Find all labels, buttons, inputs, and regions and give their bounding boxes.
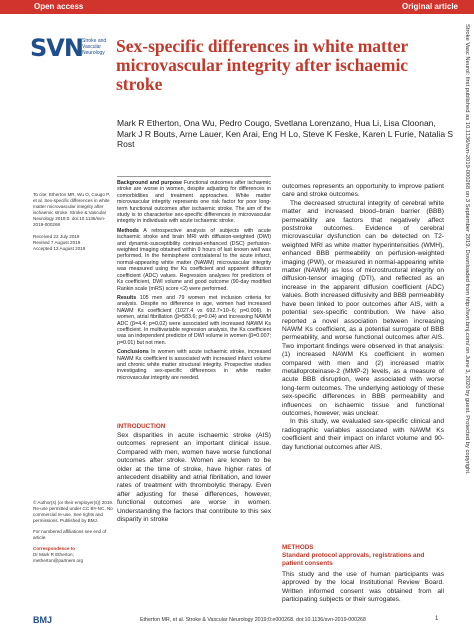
methods-text: This study and the use of human participants was approved by the local Institutional Review Board. Written informed consent was obtained from all participating subjects or their surrogates.: [282, 571, 444, 604]
side-column: [33, 192, 115, 258]
top-banner: [0, 0, 474, 14]
citation-note: To cite: Etherton MR, Wu O, Cougo P, et al. Sex-specific differences in white matter microvascular integrity after ischaemic stroke. Stroke & Vascular Neurology 2019;0. doi:10.1136/svn-2019-000268: [33, 192, 110, 227]
publisher-logo: BMJ: [33, 615, 53, 625]
abstract-methods-heading: Methods: [117, 227, 139, 234]
methods-subheading: Standard protocol approvals, registrations and patient consents: [282, 552, 425, 567]
abstract-results: 105 men and 79 women met inclusion criteria for analysis. Despite no difference in age, women had increased NAWM Ks coefficient (1027.4 vs 692.7×10−6; p=0.006). In women, atrial fibrillation (β=583.6; p=0.04) and increasing NAWM ADC (β=4.4; p=0.02) were associated with increased NAWM Ks coefficient. In multivariable regression analysis, the Ks coefficient was an independent predictor of DWI volume in women (β=0.007; p=0.01) but not men.: [117, 294, 271, 346]
download-notice: Stroke Vasc Neurol: first published as 10.1136/svn-2019-000268 on 3 September 2019. Downloaded from http://svn.bmj.com/ on June 3, 2020 by guest. Protected by copyright.: [464, 24, 470, 475]
page-number: 1: [435, 616, 439, 622]
journal-logo-mark: SVN: [30, 34, 83, 62]
received-dates: Received 22 July 2019 Revised 7 August 2019 Accepted 12 August 2019: [33, 234, 86, 251]
right-paragraph-3: In this study, we evaluated sex-specific clinical and radiographic variables associated with NAWM Ks coefficient and their impact on infarct volume and 90-day functional outcomes after AIS.: [282, 418, 444, 451]
right-paragraph-2: The decreased structural integrity of cerebral white matter and increased blood–brain barrier (BBB) permeability are factors that negatively affect poststroke outcomes. Evidence of cerebral microvascular dysfunction can be detected on T2-weighted MRI as white matter hyperintensities (WMH), enhanced BBB permeability on perfusion-weighted imaging (PWI), or measured in normal-appearing white matter (NAWM) as loss of microstructural integrity on diffusion-tensor imaging (DTI), and reflected as an increase in the apparent diffusion coefficient (ADC) values. Both increased diffusivity and BBB permeability have been linked to poor outcomes after AIS, with a potential sex-specific contribution. We have also reported a novel association between increasing NAWM Ks coefficient, as a potential surrogate of BBB permeability, and worse functional outcomes after AIS. Two important findings were observed in that analysis: (1) increased NAWM Ks coefficient in women compared with men and (2) increased matrix metalloproteinase-2 (MMP-2) levels, as a measure of acute BBB disruption, were associated with worse long-term outcomes. The underlying aetiology of these sex-specific differences in BBB permeability and influences on ischaemic tissue and functional outcomes, however, was unclear.: [282, 199, 444, 417]
page-footer: [0, 612, 474, 632]
vertical-margin-note: [462, 24, 472, 604]
author-list: Mark R Etherton, Ona Wu, Pedro Cougo, Svetlana Lorenzano, Hua Li, Lisa Cloonan, Mark J R Bouts, Arne Lauer, Ken Arai, Eng H Lo, Steve K Feske, Karen L Furie, Natalia S Rost: [117, 118, 454, 149]
introduction-heading: INTRODUCTION: [117, 423, 166, 430]
abstract-conclusions: In women with acute ischaemic stroke, increased NAWM Ks coefficient is associated with increased infarct volume and chronic white matter structural integrity. Prospective studies investigating sex-specific differences in white matter microvascular integrity are needed.: [117, 349, 271, 381]
abstract-conclusions-heading: Conclusions: [117, 349, 149, 356]
right-paragraph-1: outcomes represents an opportunity to improve patient care and stroke outcomes.: [282, 183, 444, 199]
abstract-methods: A retrospective analysis of subjects with acute ischaemic stroke and brain MRI with diffusion-weighted (DWI) and dynamic-susceptibility contrast-enhanced (DSC) perfusion-weighted imaging obtained within 9 hours of last known well was performed. In the hemisphere contralateral to the acute infarct, normal-appearing white matter (NAWM) microvascular integrity was measured using the Ks coefficient and apparent diffusion coefficient (ADC) values. Regression analyses for predictors of Ks coefficient, DWI volume and good outcome (90-day modified Rankin scale (mRS) score <2) were performed.: [117, 227, 271, 292]
open-access-label: Open access: [34, 2, 84, 11]
abstract-results-heading: Results: [117, 294, 137, 301]
article-title: Sex-specific differences in white matter microvascular integrity after ischaemic stroke: [116, 36, 409, 94]
affiliation-note: For numbered affiliations see end of article.: [33, 529, 107, 540]
license-text: © Author(s) (or their employer(s)) 2019. Re-use permitted under CC BY-NC. No commercial re-use. See rights and permissions. Published by BMJ.: [33, 500, 114, 523]
correspondence-text: Dr Mark R Etherton; metherton@partners.org: [33, 552, 84, 563]
abstract-background-heading: Background and purpose: [117, 180, 182, 186]
abstract: [117, 180, 271, 384]
right-column: [282, 183, 444, 452]
correspondence-heading: Correspondence to: [33, 546, 76, 551]
abstract-divider: [117, 176, 271, 177]
license-box: [33, 500, 115, 564]
journal-logo: [30, 36, 110, 60]
journal-logo-subtitle: Stroke and Vascular Neurology: [82, 38, 107, 56]
footer-citation: Etherton MR, et al. Stroke & Vascular Neurology 2019;0:e000268. doi:10.1136/svn-2019-000268: [140, 617, 366, 623]
abstract-background: Functional outcomes after ischaemic stroke are worse in women, despite adjusting for differences in comorbidities and treatment approaches. White matter microvascular integrity represents one risk factor for poor long-term functional outcomes after ischaemic stroke. The aim of the study is to characterise sex-specific differences in microvascular integrity in individuals with acute ischaemic stroke.: [117, 180, 271, 225]
methods-heading: METHODS: [282, 544, 314, 551]
introduction-text: Sex disparities in acute ischaemic stroke (AIS) outcomes represent an important clinical issue. Compared with men, women have worse functional outcomes after stroke. Women are known to be older at the time of stroke, have higher rates of antecedent disability and atrial fibrillation, and lower rates of treatment with thrombolytic therapy. Even after adjusting for these differences, however, functional outcomes are worse in women. Understanding the factors that contribute to this sex disparity in stroke: [117, 432, 271, 524]
article-type-label: Original article: [401, 2, 458, 11]
